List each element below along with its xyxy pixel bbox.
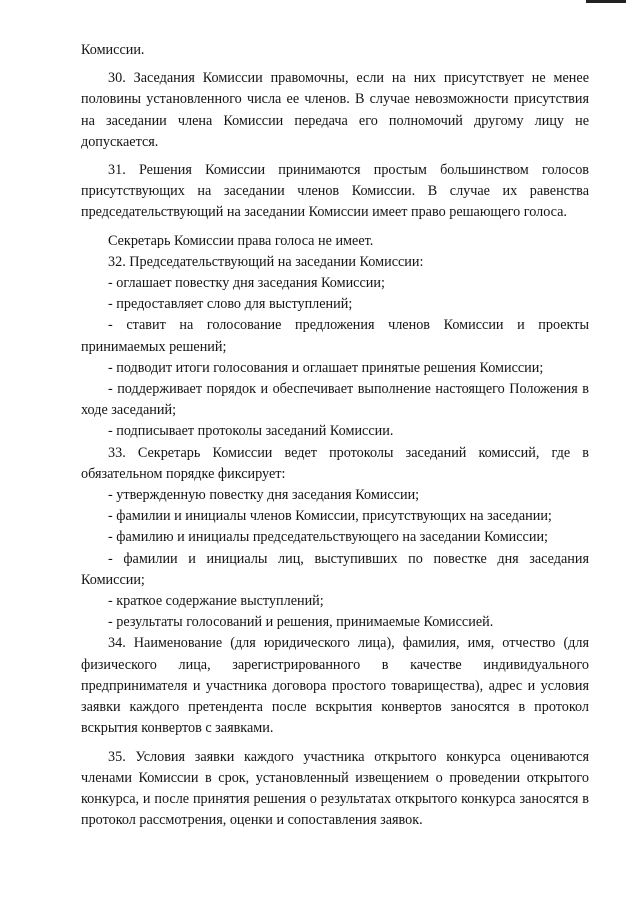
list-item-32-1: - оглашает повестку дня заседания Комиссии; [108, 275, 385, 292]
list-item-33-4: - фамилии и инициалы лиц, выступивших по повестке дня заседания Комиссии; [81, 550, 589, 588]
paragraph-31: 31. Решения Комиссии принимаются простым большинством голосов присутствующих на заседании членов Комиссии. В случае их равенства председательствующий на заседании Комиссии имеет право решающего голоса. [81, 162, 589, 221]
paragraph-35: 35. Условия заявки каждого участника открытого конкурса оцениваются членами Комиссии в срок, установленный извещением о проведении открытого конкурса, и после принятия решения о результатах открытого конкурса заносятся в протокол рассмотрения, оценки и сопоставления заявок. [81, 748, 589, 829]
paragraph-secretary-vote: Секретарь Комиссии права голоса не имеет. [108, 232, 374, 249]
document-page [81, 40, 589, 831]
paragraph-32: 32. Председательствующий на заседании Комиссии: [108, 253, 424, 270]
list-item-32-5: - поддерживает порядок и обеспечивает выполнение настоящего Положения в ходе заседаний; [81, 381, 589, 419]
paragraph-continuation: Комиссии. [81, 42, 145, 58]
paragraph-33: 33. Секретарь Комиссии ведет протоколы заседаний комиссий, где в обязательном порядке фиксирует: [81, 444, 589, 482]
list-item-32-4: - подводит итоги голосования и оглашает принятые решения Комиссии; [108, 359, 544, 376]
paragraph-34: 34. Наименование (для юридического лица), фамилия, имя, отчество (для физического лица, зарегистрированного в качестве индивидуального предпринимателя и участника договора простого товарищества), адрес и условия заявки каждого претендента после вскрытия конвертов заносятся в протокол вскрытия конвертов с заявками. [81, 635, 589, 737]
list-item-32-6: - подписывает протоколы заседаний Комиссии. [108, 423, 394, 440]
list-item-33-5: - краткое содержание выступлений; [108, 593, 324, 610]
list-item-33-6: - результаты голосований и решения, принимаемые Комиссией. [108, 614, 494, 631]
list-item-33-3: - фамилию и инициалы председательствующего на заседании Комиссии; [108, 529, 548, 546]
list-item-33-2: - фамилии и инициалы членов Комиссии, присутствующих на заседании; [108, 508, 552, 525]
list-item-33-1: - утвержденную повестку дня заседания Комиссии; [108, 487, 420, 504]
list-item-32-2: - предоставляет слово для выступлений; [108, 296, 353, 313]
list-item-32-3: - ставит на голосование предложения членов Комиссии и проекты принимаемых решений; [81, 317, 589, 355]
paragraph-30: 30. Заседания Комиссии правомочны, если на них присутствует не менее половины установленного числа ее членов. В случае невозможности присутствия на заседании члена Комиссии передача его полномочий другому лицу не допускается. [81, 70, 589, 150]
scan-edge-mark [586, 0, 626, 3]
